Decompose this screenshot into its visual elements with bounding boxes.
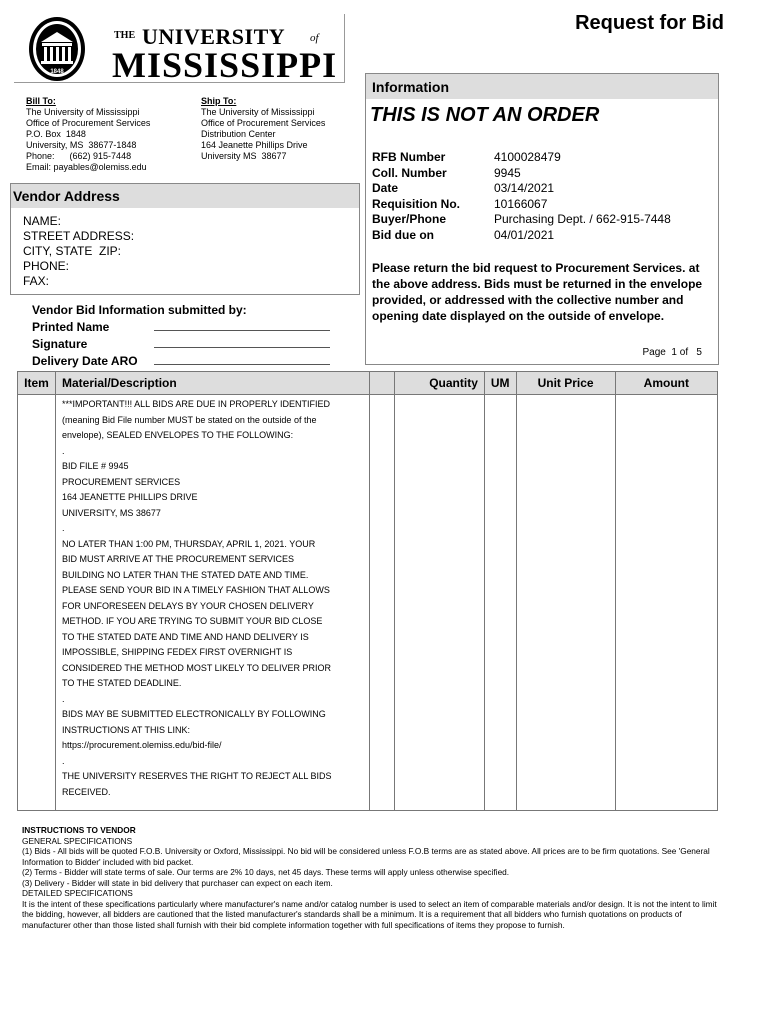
description-line: BID MUST ARRIVE AT THE PROCUREMENT SERVICES	[61, 554, 295, 564]
vendor-street-field: STREET ADDRESS:	[23, 229, 135, 243]
instructions-line: It is the intent of these specifications particularly where manufacturer's name and/or catalog number is used to select an item of comparable materials and/or design. It is not the intent to limit the bidding, however, all bidders are cautioned that the listed manufacturer's standards shall be a minimum. It is a requirement that all bidders who furnish quotations on products of manufacturer other than those listed shall furnish with their bid complete information together with full specifications of items they propose to furnish.	[22, 898, 717, 930]
information-header: Information	[366, 74, 718, 99]
detail-value: Purchasing Dept. / 662-915-7448	[494, 212, 671, 226]
detail-value: 9945	[494, 165, 521, 180]
bill-to-line: P.O. Box 1848	[26, 129, 86, 139]
detail-row	[372, 212, 671, 228]
instructions-line: (2) Terms - Bidder will state terms of sale. Our terms are 2% 10 days, net 45 days. These terms will apply unless otherwise specified.	[22, 867, 510, 877]
vendor-bid-info-heading: Vendor Bid Information submitted by:	[32, 303, 247, 317]
seal-year: 1848	[50, 69, 64, 75]
instructions-line: (1) Bids - All bids will be quoted F.O.B. University or Oxford, Mississippi. No bid will be considered unless F.O.B terms are as stated above. All prices are to be firm quotations. See 'General Information to Bidder' included with bid packet.	[22, 846, 710, 867]
amount-cell	[615, 395, 717, 811]
logo-mississippi: MISSISSIPPI	[112, 45, 338, 85]
description-line: .	[61, 755, 65, 766]
description-line: IMPOSSIBLE, SHIPPING FEDEX FIRST OVERNIGHT IS	[61, 647, 293, 657]
vendor-address-header: Vendor Address	[11, 184, 359, 208]
description-line: (meaning Bid File number MUST be stated on the outside of the	[61, 414, 317, 425]
col-unit-price: Unit Price	[516, 372, 615, 395]
description-line: RECEIVED.	[61, 786, 111, 797]
detail-label: RFB Number	[372, 150, 446, 164]
instructions-line: (3) Delivery - Bidder will state in bid delivery that purchaser can expect on each item.	[22, 877, 333, 888]
quantity-cell	[395, 395, 485, 811]
university-seal-icon	[28, 16, 86, 82]
detail-label: Requisition No.	[372, 196, 460, 211]
col-um: UM	[484, 372, 516, 395]
ship-to-line: The University of Mississippi	[201, 107, 315, 117]
description-line: BIDS MAY BE SUBMITTED ELECTRONICALLY BY FOLLOWING	[61, 709, 326, 719]
instructions-heading: INSTRUCTIONS TO VENDOR	[22, 825, 136, 835]
bill-to-label: Bill To:	[26, 96, 56, 106]
detail-row	[372, 150, 671, 166]
description-line: INSTRUCTIONS AT THIS LINK:	[61, 724, 191, 735]
detail-row	[372, 228, 671, 244]
description-line: UNIVERSITY, MS 38677	[61, 507, 161, 518]
description-line: PLEASE SEND YOUR BID IN A TIMELY FASHION THAT ALLOWS	[61, 585, 330, 595]
logo-of: of	[310, 32, 319, 44]
description-line: THE UNIVERSITY RESERVES THE RIGHT TO REJECT ALL BIDS	[61, 771, 332, 781]
description-line: CONSIDERED THE METHOD MOST LIKELY TO DELIVER PRIOR	[61, 662, 332, 673]
signature-label: Signature	[32, 337, 88, 351]
description-line: BUILDING NO LATER THAN THE STATED DATE AND TIME.	[61, 569, 309, 580]
bill-to-line: Phone: (662) 915-7448	[26, 151, 132, 161]
ship-to-line: Office of Procurement Services	[201, 118, 326, 128]
instructions-line: DETAILED SPECIFICATIONS	[22, 888, 133, 898]
description-line: ***IMPORTANT!!! ALL BIDS ARE DUE IN PROPERLY IDENTIFIED	[61, 399, 331, 409]
printed-name-line	[154, 319, 330, 331]
description-line: 164 JEANETTE PHILLIPS DRIVE	[61, 492, 198, 502]
description-line: NO LATER THAN 1:00 PM, THURSDAY, APRIL 1, 2021. YOUR	[61, 538, 316, 549]
item-cell	[18, 395, 56, 811]
bill-to-block	[26, 96, 196, 173]
logo-the: THE	[114, 30, 136, 41]
col-amount: Amount	[615, 372, 717, 395]
return-instructions: Please return the bid request to Procurement Services. at the above address. Bids must be returned in the envelope provided, or addressed with the collective number and opening date displayed on the outside of envelope.	[372, 261, 703, 323]
instructions-to-vendor	[22, 825, 722, 930]
description-line: TO THE STATED DATE AND TIME AND HAND DELIVERY IS	[61, 631, 309, 642]
detail-label: Date	[372, 181, 399, 195]
logo-university: UNIVERSITY	[142, 24, 286, 49]
vendor-name-field: NAME:	[23, 214, 62, 228]
vendor-phone-field: PHONE:	[23, 259, 70, 273]
description-line: TO THE STATED DEADLINE.	[61, 678, 182, 688]
page-number: Page 1 of 5	[642, 347, 702, 358]
blank-cell	[369, 395, 395, 811]
detail-value: 03/14/2021	[494, 181, 555, 195]
description-line: METHOD. IF YOU ARE TRYING TO SUBMIT YOUR BID CLOSE	[61, 616, 323, 626]
bill-to-line: Email: payables@olemiss.edu	[26, 162, 147, 172]
detail-label: Bid due on	[372, 227, 434, 242]
bill-to-line: The University of Mississippi	[26, 107, 140, 117]
instructions-line: GENERAL SPECIFICATIONS	[22, 835, 133, 846]
description-line: https://procurement.olemiss.edu/bid-file/	[61, 740, 222, 750]
description-line: .	[61, 693, 65, 704]
detail-label: Buyer/Phone	[372, 212, 447, 226]
printed-name-label: Printed Name	[32, 320, 110, 334]
bid-items-table	[17, 371, 718, 811]
col-description: Material/Description	[55, 372, 369, 395]
document-title: Request for Bid	[575, 12, 724, 34]
detail-value: 10166067	[494, 196, 548, 211]
description-line: .	[61, 445, 65, 456]
um-cell	[484, 395, 516, 811]
description-line: envelope), SEALED ENVELOPES TO THE FOLLOWING:	[61, 430, 294, 440]
ship-to-block	[201, 96, 361, 162]
ship-to-line: 164 Jeanette Phillips Drive	[201, 140, 308, 150]
detail-label: Coll. Number	[372, 165, 447, 180]
university-logo	[14, 14, 345, 83]
table-row	[18, 395, 718, 811]
ship-to-line: University MS 38677	[201, 151, 287, 161]
col-quantity: Quantity	[395, 372, 485, 395]
delivery-date-label: Delivery Date ARO	[32, 354, 138, 368]
delivery-date-line	[154, 353, 330, 365]
vendor-bid-info	[32, 302, 330, 370]
vendor-fax-field: FAX:	[23, 274, 50, 288]
rfb-details	[372, 150, 671, 243]
detail-value: 4100028479	[494, 150, 561, 164]
signature-line	[154, 336, 330, 348]
description-line: BID FILE # 9945	[61, 461, 129, 471]
description-cell	[55, 395, 369, 811]
bill-to-line: University, MS 38677-1848	[26, 140, 137, 150]
bill-to-line: Office of Procurement Services	[26, 118, 151, 128]
table-header-row	[18, 372, 718, 395]
col-item: Item	[18, 372, 56, 395]
detail-row	[372, 166, 671, 182]
detail-row	[372, 197, 671, 213]
detail-value: 04/01/2021	[494, 227, 555, 242]
vendor-city-field: CITY, STATE ZIP:	[23, 244, 122, 258]
information-box	[365, 73, 719, 365]
col-blank	[369, 372, 395, 395]
not-an-order-notice: THIS IS NOT AN ORDER	[370, 104, 600, 126]
unit-price-cell	[516, 395, 615, 811]
ship-to-label: Ship To:	[201, 96, 237, 106]
description-line: FOR UNFORESEEN DELAYS BY YOUR CHOSEN DELIVERY	[61, 600, 314, 611]
description-line: .	[61, 523, 65, 533]
description-line: PROCUREMENT SERVICES	[61, 476, 181, 487]
vendor-address-box	[10, 183, 360, 295]
ship-to-line: Distribution Center	[201, 129, 276, 139]
detail-row	[372, 181, 671, 197]
